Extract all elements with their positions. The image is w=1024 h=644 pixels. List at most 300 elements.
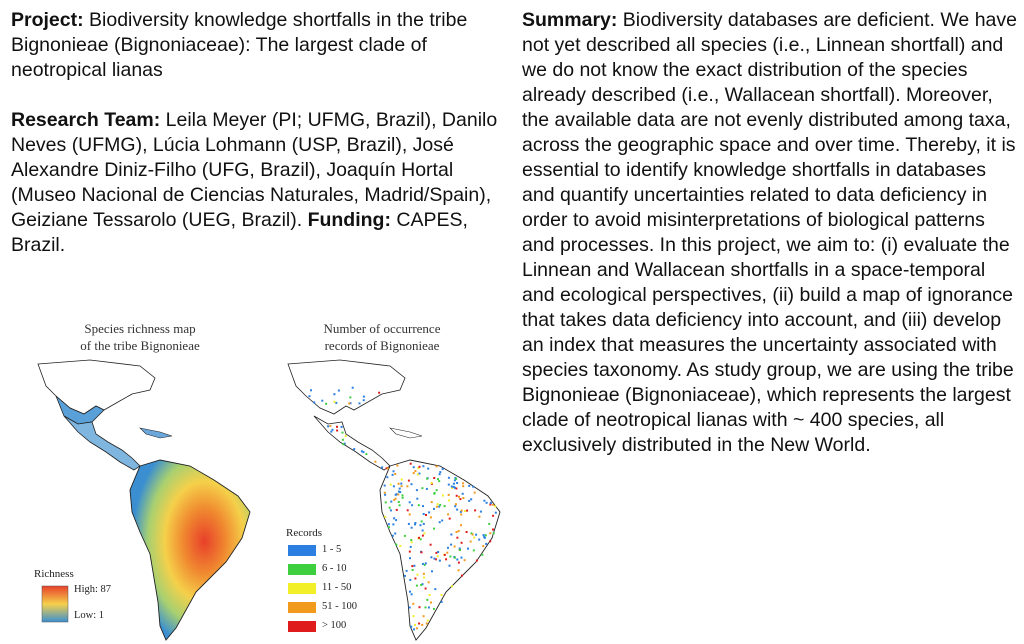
record-dot [341, 426, 343, 428]
record-dot [428, 607, 430, 609]
team-label: Research Team: [11, 109, 161, 131]
record-dot [472, 486, 474, 488]
record-dot [436, 465, 438, 467]
record-dot [401, 485, 403, 487]
record-dot [394, 533, 396, 535]
record-dot [431, 501, 433, 503]
record-dot [449, 565, 451, 567]
record-dot [442, 468, 444, 470]
record-dot [413, 466, 415, 468]
record-dot [492, 529, 494, 531]
record-dot [411, 593, 413, 595]
record-dot [365, 453, 367, 455]
record-dot [468, 485, 470, 487]
record-dot [393, 517, 395, 519]
record-dot [456, 559, 458, 561]
record-dot [327, 425, 329, 427]
record-dot [387, 467, 389, 469]
left-text-column [11, 8, 501, 283]
record-dot [416, 489, 418, 491]
record-dot [425, 606, 427, 608]
record-dot [472, 534, 474, 536]
record-dot [478, 539, 480, 541]
record-dot [421, 487, 423, 489]
record-dot [448, 477, 450, 479]
record-dot [414, 523, 416, 525]
record-dot [423, 577, 425, 579]
record-dot [411, 541, 413, 543]
funding-label: Funding: [307, 209, 391, 231]
record-dot [433, 477, 435, 479]
record-dot [449, 518, 451, 520]
record-dot [419, 606, 421, 608]
record-dot [409, 551, 411, 553]
record-dot [458, 569, 460, 571]
record-dot [414, 624, 416, 626]
record-dot [439, 504, 441, 506]
richness-map-title [20, 320, 260, 354]
record-dot [330, 431, 332, 433]
record-dot [433, 528, 435, 530]
record-dot [413, 472, 415, 474]
record-dot [444, 505, 446, 507]
record-dot [385, 501, 387, 503]
record-dot [461, 542, 463, 544]
record-dot [408, 523, 410, 525]
record-dot [418, 537, 420, 539]
record-dot [378, 392, 380, 394]
record-dot [493, 532, 495, 534]
record-dot [436, 489, 438, 491]
record-dot [462, 482, 464, 484]
record-dot [488, 523, 490, 525]
record-dot [374, 461, 376, 463]
record-dot [409, 501, 411, 503]
record-dot [461, 510, 463, 512]
summary-paragraph [522, 8, 1018, 458]
caribbean-shape [140, 428, 172, 438]
record-dot [450, 534, 452, 536]
record-dot [395, 494, 397, 496]
record-dot [470, 498, 472, 500]
record-dot [399, 491, 401, 493]
record-dot [393, 485, 395, 487]
record-dot [411, 527, 413, 529]
record-dot [410, 626, 412, 628]
record-dot [342, 439, 344, 441]
richness-low-label: Low: 1 [74, 610, 105, 621]
record-dot [353, 448, 355, 450]
record-dot [425, 588, 427, 590]
record-dot [431, 570, 433, 572]
record-dot [426, 488, 428, 490]
record-dot [494, 505, 496, 507]
record-dot [483, 500, 485, 502]
record-dot [439, 521, 441, 523]
record-dot [458, 562, 460, 564]
record-dot [395, 544, 397, 546]
record-dot [461, 575, 463, 577]
record-dot [422, 563, 424, 565]
record-dot [409, 579, 411, 581]
record-dot [433, 508, 435, 510]
record-dot [423, 532, 425, 534]
record-dot [456, 537, 458, 539]
record-dot [348, 403, 350, 405]
record-dot [412, 569, 414, 571]
record-dot [411, 483, 413, 485]
record-dot [406, 570, 408, 572]
record-dot [489, 540, 491, 542]
record-dot [421, 624, 423, 626]
record-dot [470, 541, 472, 543]
record-dot [423, 523, 425, 525]
record-dot [446, 552, 448, 554]
record-dot [414, 470, 416, 472]
record-dot [426, 623, 428, 625]
richness-high-label: High: 87 [74, 584, 112, 595]
record-dot [329, 425, 331, 427]
record-dot [425, 562, 427, 564]
record-dot [411, 565, 413, 567]
record-dot [422, 505, 424, 507]
record-dot [349, 396, 351, 398]
record-dot [437, 551, 439, 553]
record-dot [423, 615, 425, 617]
record-dot [342, 432, 344, 434]
record-dot [336, 426, 338, 428]
record-dot [481, 554, 483, 556]
record-dot [397, 494, 399, 496]
summary-text: Biodiversity databases are deficient. We have not yet described all species (i.e., Linnean shortfall) and we do not know the exact distribution of the species already described (i.e., Wallacean shortfall). Moreover, the available data are not evenly distributed among taxa, across the geographic space and over time. Thereby, it is essential to identify knowledge shortfalls in databases and quantify uncertainties related to data deficiency in order to avoid misinterpretations of biological patterns and processes. In this project, we aim to: (i) evaluate the Linnean and Wallacean shortfalls in a space-temporal and ecological perspectives, (ii) build a map of ignorance that takes data deficiency into account, and (iii) develop an index that measures the uncertainty associated with species taxonomy. As study group, we are using the tribe Bignonieae (Bignoniaceae), which represents the largest clade of neotropical lianas with ~ 400 species, all exclusively distributed in the New World. [522, 9, 1017, 456]
record-dot [393, 470, 395, 472]
record-dot [359, 402, 361, 404]
record-dot [451, 486, 453, 488]
record-dot [439, 473, 441, 475]
record-dot [492, 504, 494, 506]
record-dot [466, 510, 468, 512]
records-mexico-shape [314, 416, 390, 470]
record-dot [433, 558, 435, 560]
record-dot [363, 399, 365, 401]
record-dot [422, 465, 424, 467]
record-dot [389, 507, 391, 509]
record-dot [466, 531, 468, 533]
record-dot [437, 478, 439, 480]
record-dot [392, 474, 394, 476]
records-title-line1: Number of occurrence [323, 321, 441, 336]
record-dot [455, 503, 457, 505]
record-dot [433, 608, 435, 610]
record-dot [338, 390, 340, 392]
record-dot [410, 463, 412, 465]
record-dot [456, 482, 458, 484]
record-dot [388, 526, 390, 528]
records-swatch-1 [288, 545, 316, 556]
record-dot [384, 516, 386, 518]
record-dot [450, 544, 452, 546]
record-dot [395, 498, 397, 500]
record-dot [459, 498, 461, 500]
record-dot [427, 620, 429, 622]
records-title-line2: records of Bignonieae [324, 338, 440, 353]
record-dot [456, 495, 458, 497]
record-dot [436, 506, 438, 508]
record-dot [388, 523, 390, 525]
record-dot [423, 513, 425, 515]
record-dot [335, 402, 337, 404]
record-dot [460, 514, 462, 516]
record-dot [483, 536, 485, 538]
record-dot [410, 539, 412, 541]
record-dot [427, 468, 429, 470]
record-dot [442, 495, 444, 497]
record-dot [363, 451, 365, 453]
record-dot [394, 473, 396, 475]
record-dot [342, 443, 344, 445]
record-dot [431, 482, 433, 484]
record-dot [422, 530, 424, 532]
records-legend-title: Records [286, 527, 323, 539]
record-dot [441, 520, 443, 522]
record-dot [416, 498, 418, 500]
project-label: Project: [11, 9, 84, 31]
record-dot [399, 504, 401, 506]
record-dot [409, 607, 411, 609]
record-dot [418, 504, 420, 506]
record-dot [456, 531, 458, 533]
record-dot [474, 492, 476, 494]
record-dot [392, 523, 394, 525]
record-dot [454, 557, 456, 559]
record-dot [384, 485, 386, 487]
record-dot [334, 401, 336, 403]
record-dot [448, 494, 450, 496]
record-dot [417, 474, 419, 476]
richness-legend-gradient [42, 586, 68, 622]
record-dot [445, 558, 447, 560]
record-dot [309, 395, 311, 397]
record-dot [492, 515, 494, 517]
record-dot [411, 504, 413, 506]
project-text: Biodiversity knowledge shortfalls in the tribe Bignonieae (Bignoniaceae): The largest clade of neotropical lianas [11, 9, 468, 81]
record-dot [460, 524, 462, 526]
record-dot [413, 628, 415, 630]
record-dot [429, 594, 431, 596]
record-dot [430, 556, 432, 558]
record-dot [480, 511, 482, 513]
record-dot [451, 585, 453, 587]
record-dot [453, 486, 455, 488]
record-dot [437, 555, 439, 557]
record-dot [449, 556, 451, 558]
richness-title-line1: Species richness map [84, 321, 196, 336]
record-dot [390, 501, 392, 503]
record-dot [462, 485, 464, 487]
richness-legend-title: Richness [34, 568, 74, 580]
records-swatch-3 [288, 583, 316, 594]
record-dot [438, 480, 440, 482]
record-dot [454, 546, 456, 548]
record-dot [475, 534, 477, 536]
record-dot [413, 615, 415, 617]
record-dot [461, 557, 463, 559]
record-dot [434, 588, 436, 590]
record-dot [483, 534, 485, 536]
record-dot [352, 387, 354, 389]
record-dot [399, 545, 401, 547]
record-dot [421, 551, 423, 553]
records-label-2: 6 - 10 [322, 563, 347, 574]
record-dot [420, 584, 422, 586]
record-dot [409, 557, 411, 559]
record-dot [478, 516, 480, 518]
record-dot [468, 500, 470, 502]
records-map-title [262, 320, 502, 354]
summary-label: Summary: [522, 9, 618, 31]
record-dot [473, 537, 475, 539]
funding-text: CAPES, Brazil. [11, 209, 468, 256]
record-dot [437, 503, 439, 505]
records-swatch-5 [288, 621, 316, 632]
record-dot [404, 575, 406, 577]
record-dot [409, 591, 411, 593]
record-dot [325, 403, 327, 405]
record-dot [430, 544, 432, 546]
mexico-shape [64, 416, 140, 470]
record-dot [444, 554, 446, 556]
record-dot [384, 494, 386, 496]
richness-title-line2: of the tribe Bignonieae [80, 338, 200, 353]
record-dot [381, 466, 383, 468]
records-map [262, 356, 512, 644]
record-dot [421, 520, 423, 522]
record-dot [390, 509, 392, 511]
record-dot [413, 565, 415, 567]
records-label-5: > 100 [322, 620, 347, 631]
record-dot [414, 578, 416, 580]
record-dot [485, 543, 487, 545]
record-dot [333, 393, 335, 395]
record-dot [426, 478, 428, 480]
record-dot [455, 478, 457, 480]
record-dot [441, 601, 443, 603]
record-dot [310, 389, 312, 391]
record-dot [336, 430, 338, 432]
records-north-america-shape [288, 360, 405, 414]
record-dot [395, 519, 397, 521]
summary-column [522, 8, 1018, 483]
record-dot [430, 602, 432, 604]
project-paragraph [11, 8, 501, 83]
record-dot [406, 485, 408, 487]
record-dot [428, 511, 430, 513]
record-dot [458, 496, 460, 498]
record-dot [408, 480, 410, 482]
record-dot [398, 501, 400, 503]
record-dot [464, 559, 466, 561]
record-dot [458, 530, 460, 532]
record-dot [464, 510, 466, 512]
record-dot [404, 535, 406, 537]
record-dot [392, 535, 394, 537]
team-text: Leila Meyer (PI; UFMG, Brazil), Danilo Neves (UFMG), Lúcia Lohmann (USP, Brazil), José Alexandre Diniz-Filho (UFG, Brazil), Joaquín Hortal (Museo Nacional de Ciencias Naturales, Madrid/Spain), Geiziane Tessarolo (UEG, Brazil). [11, 109, 498, 231]
record-dot [456, 509, 458, 511]
record-dot [476, 560, 478, 562]
record-dot [467, 548, 469, 550]
richness-map [0, 356, 270, 644]
record-dot [448, 484, 450, 486]
records-label-1: 1 - 5 [322, 544, 342, 555]
records-label-3: 11 - 50 [322, 582, 352, 593]
record-dot [433, 493, 435, 495]
record-dot [384, 492, 386, 494]
record-dot [417, 574, 419, 576]
record-dot [345, 435, 347, 437]
record-dot [420, 524, 422, 526]
records-label-4: 51 - 100 [322, 601, 357, 612]
record-dot [425, 514, 427, 516]
record-dot [495, 512, 497, 514]
record-dot [428, 581, 430, 583]
records-south-america-shape [380, 460, 500, 640]
record-dot [321, 400, 323, 402]
record-dot [462, 497, 464, 499]
record-dot [410, 546, 412, 548]
record-dot [459, 549, 461, 551]
record-dot [396, 509, 398, 511]
record-dot [399, 488, 401, 490]
record-dot [462, 493, 464, 495]
record-dot [448, 500, 450, 502]
record-dot [416, 627, 418, 629]
record-dot [418, 623, 420, 625]
record-dot [419, 466, 421, 468]
record-dot [441, 594, 443, 596]
records-swatch-2 [288, 564, 316, 575]
record-dot [490, 502, 492, 504]
record-dot [398, 483, 400, 485]
record-dot [412, 603, 414, 605]
record-dot [474, 509, 476, 511]
record-dot [473, 549, 475, 551]
record-dot [453, 483, 455, 485]
record-dot [447, 547, 449, 549]
record-dot [409, 514, 411, 516]
record-dot [489, 532, 491, 534]
record-dot [386, 476, 388, 478]
record-dot [423, 573, 425, 575]
team-paragraph [11, 108, 501, 258]
record-dot [439, 560, 441, 562]
record-dot [482, 545, 484, 547]
record-dot [402, 497, 404, 499]
records-swatch-4 [288, 602, 316, 613]
record-dot [454, 505, 456, 507]
record-dot [363, 396, 365, 398]
record-dot [439, 471, 441, 473]
south-america-shape [130, 460, 250, 640]
record-dot [313, 401, 315, 403]
record-dot [407, 509, 409, 511]
record-dot [430, 516, 432, 518]
records-caribbean-shape [390, 428, 422, 438]
record-dot [396, 465, 398, 467]
record-dot [390, 484, 392, 486]
record-dot [416, 585, 418, 587]
record-dot [447, 513, 449, 515]
record-dot [332, 429, 334, 431]
